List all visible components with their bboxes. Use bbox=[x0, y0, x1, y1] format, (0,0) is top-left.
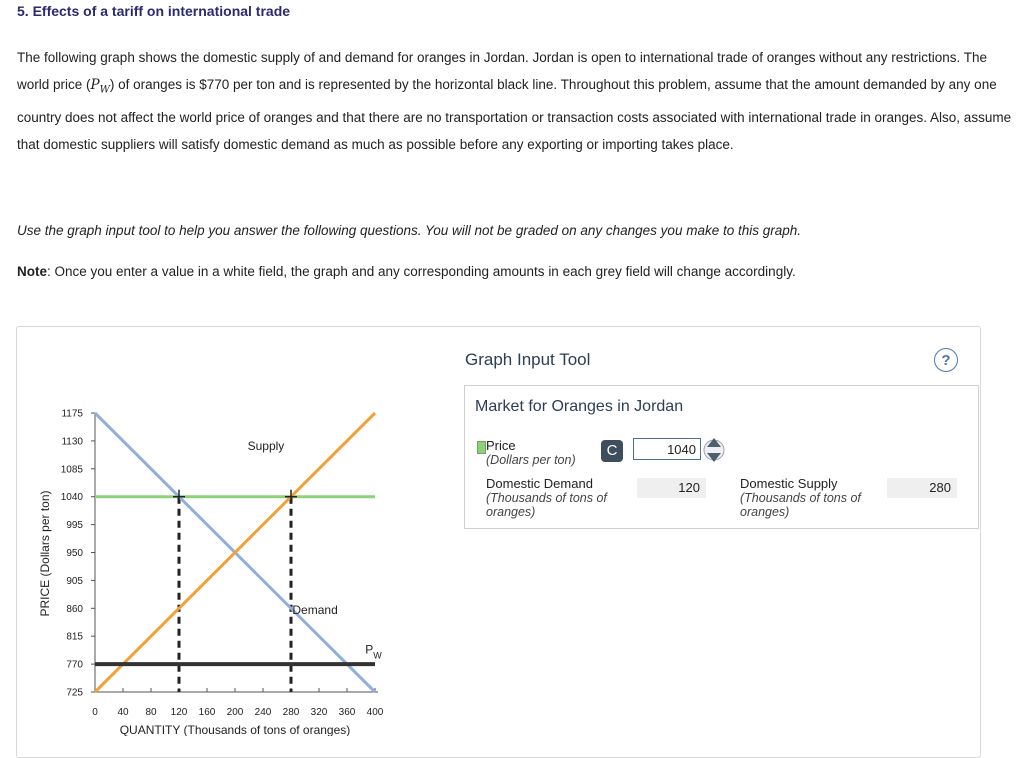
y-tick-label: 815 bbox=[66, 631, 83, 643]
price-label: Price bbox=[486, 438, 516, 453]
graph-input-tool-title: Graph Input Tool bbox=[465, 350, 591, 369]
y-tick-label: 1040 bbox=[60, 492, 83, 504]
price-unit: (Dollars per ton) bbox=[486, 453, 576, 467]
world-price-label: P bbox=[365, 642, 374, 657]
y-tick-label: 995 bbox=[66, 520, 83, 532]
domestic-demand-label: Domestic Demand bbox=[486, 476, 593, 491]
world-price-label-sub: W bbox=[373, 650, 382, 661]
y-tick-label: 725 bbox=[66, 687, 83, 699]
y-axis-label: PRICE (Dollars per ton) bbox=[38, 490, 52, 617]
price-stepper-icon[interactable] bbox=[703, 434, 725, 466]
y-tick-label: 1130 bbox=[61, 436, 83, 448]
reset-icon[interactable]: C bbox=[601, 440, 623, 462]
x-tick-label: 400 bbox=[366, 707, 384, 718]
x-tick-label: 280 bbox=[282, 707, 300, 718]
x-tick-label: 240 bbox=[254, 707, 272, 718]
help-icon[interactable]: ? bbox=[934, 348, 958, 372]
market-title: Market for Oranges in Jordan bbox=[475, 398, 684, 415]
x-tick-label: 0 bbox=[92, 707, 98, 718]
domestic-demand-unit: (Thousands of tons of oranges) bbox=[486, 491, 607, 519]
y-tick-label: 860 bbox=[66, 603, 83, 615]
domestic-supply-label: Domestic Supply bbox=[740, 476, 838, 491]
question-note: Note: Once you enter a value in a white field, the graph and any corresponding amounts in each grey field will change accordingly. bbox=[17, 264, 796, 279]
x-tick-label: 320 bbox=[310, 707, 328, 718]
y-tick-label: 950 bbox=[66, 548, 83, 559]
y-tick-label: 770 bbox=[66, 659, 83, 671]
x-tick-label: 200 bbox=[226, 707, 244, 718]
price-input[interactable] bbox=[633, 438, 701, 460]
x-tick-label: 80 bbox=[145, 707, 157, 718]
x-tick-label: 360 bbox=[338, 707, 356, 718]
demand-label: Demand bbox=[292, 602, 338, 617]
world-price-symbol: $P_W$ bbox=[90, 77, 110, 96]
y-tick-label: 1175 bbox=[61, 408, 83, 420]
question-instruction: Use the graph input tool to help you answer the following questions. You will not be graded on any changes you make to this graph. bbox=[17, 223, 802, 238]
question-title: 5. Effects of a tariff on international trade bbox=[17, 3, 291, 19]
domestic-supply-value: 280 bbox=[887, 478, 957, 498]
price-line-swatch-icon bbox=[477, 441, 486, 454]
x-tick-label: 120 bbox=[170, 707, 188, 718]
domestic-demand-value: 120 bbox=[637, 478, 706, 498]
y-tick-label: 905 bbox=[66, 575, 83, 587]
supply-label: Supply bbox=[247, 439, 285, 454]
x-axis-label: QUANTITY (Thousands of tons of oranges) bbox=[119, 723, 351, 736]
y-tick-label: 1085 bbox=[60, 464, 83, 476]
chart-series bbox=[95, 413, 375, 692]
domestic-supply-unit: (Thousands of tons of oranges) bbox=[740, 491, 861, 519]
x-tick-label: 160 bbox=[198, 707, 216, 718]
x-tick-label: 40 bbox=[117, 707, 129, 718]
question-intro: The following graph shows the domestic supply of and demand for oranges in Jordan. Jordan is open to international trade of oranges without any restrictions. The world price $(P_W)$ of oranges is $770 per ton and is represented by the horizontal black line. Throughout this problem, assume that the amount demanded by any one country does not affect the world price of oranges and that there are no transportation or transaction costs associated with international trade in oranges. Also, assume that domestic suppliers will satisfy domestic demand as much as possible before any exporting or importing takes place. bbox=[17, 50, 1012, 152]
